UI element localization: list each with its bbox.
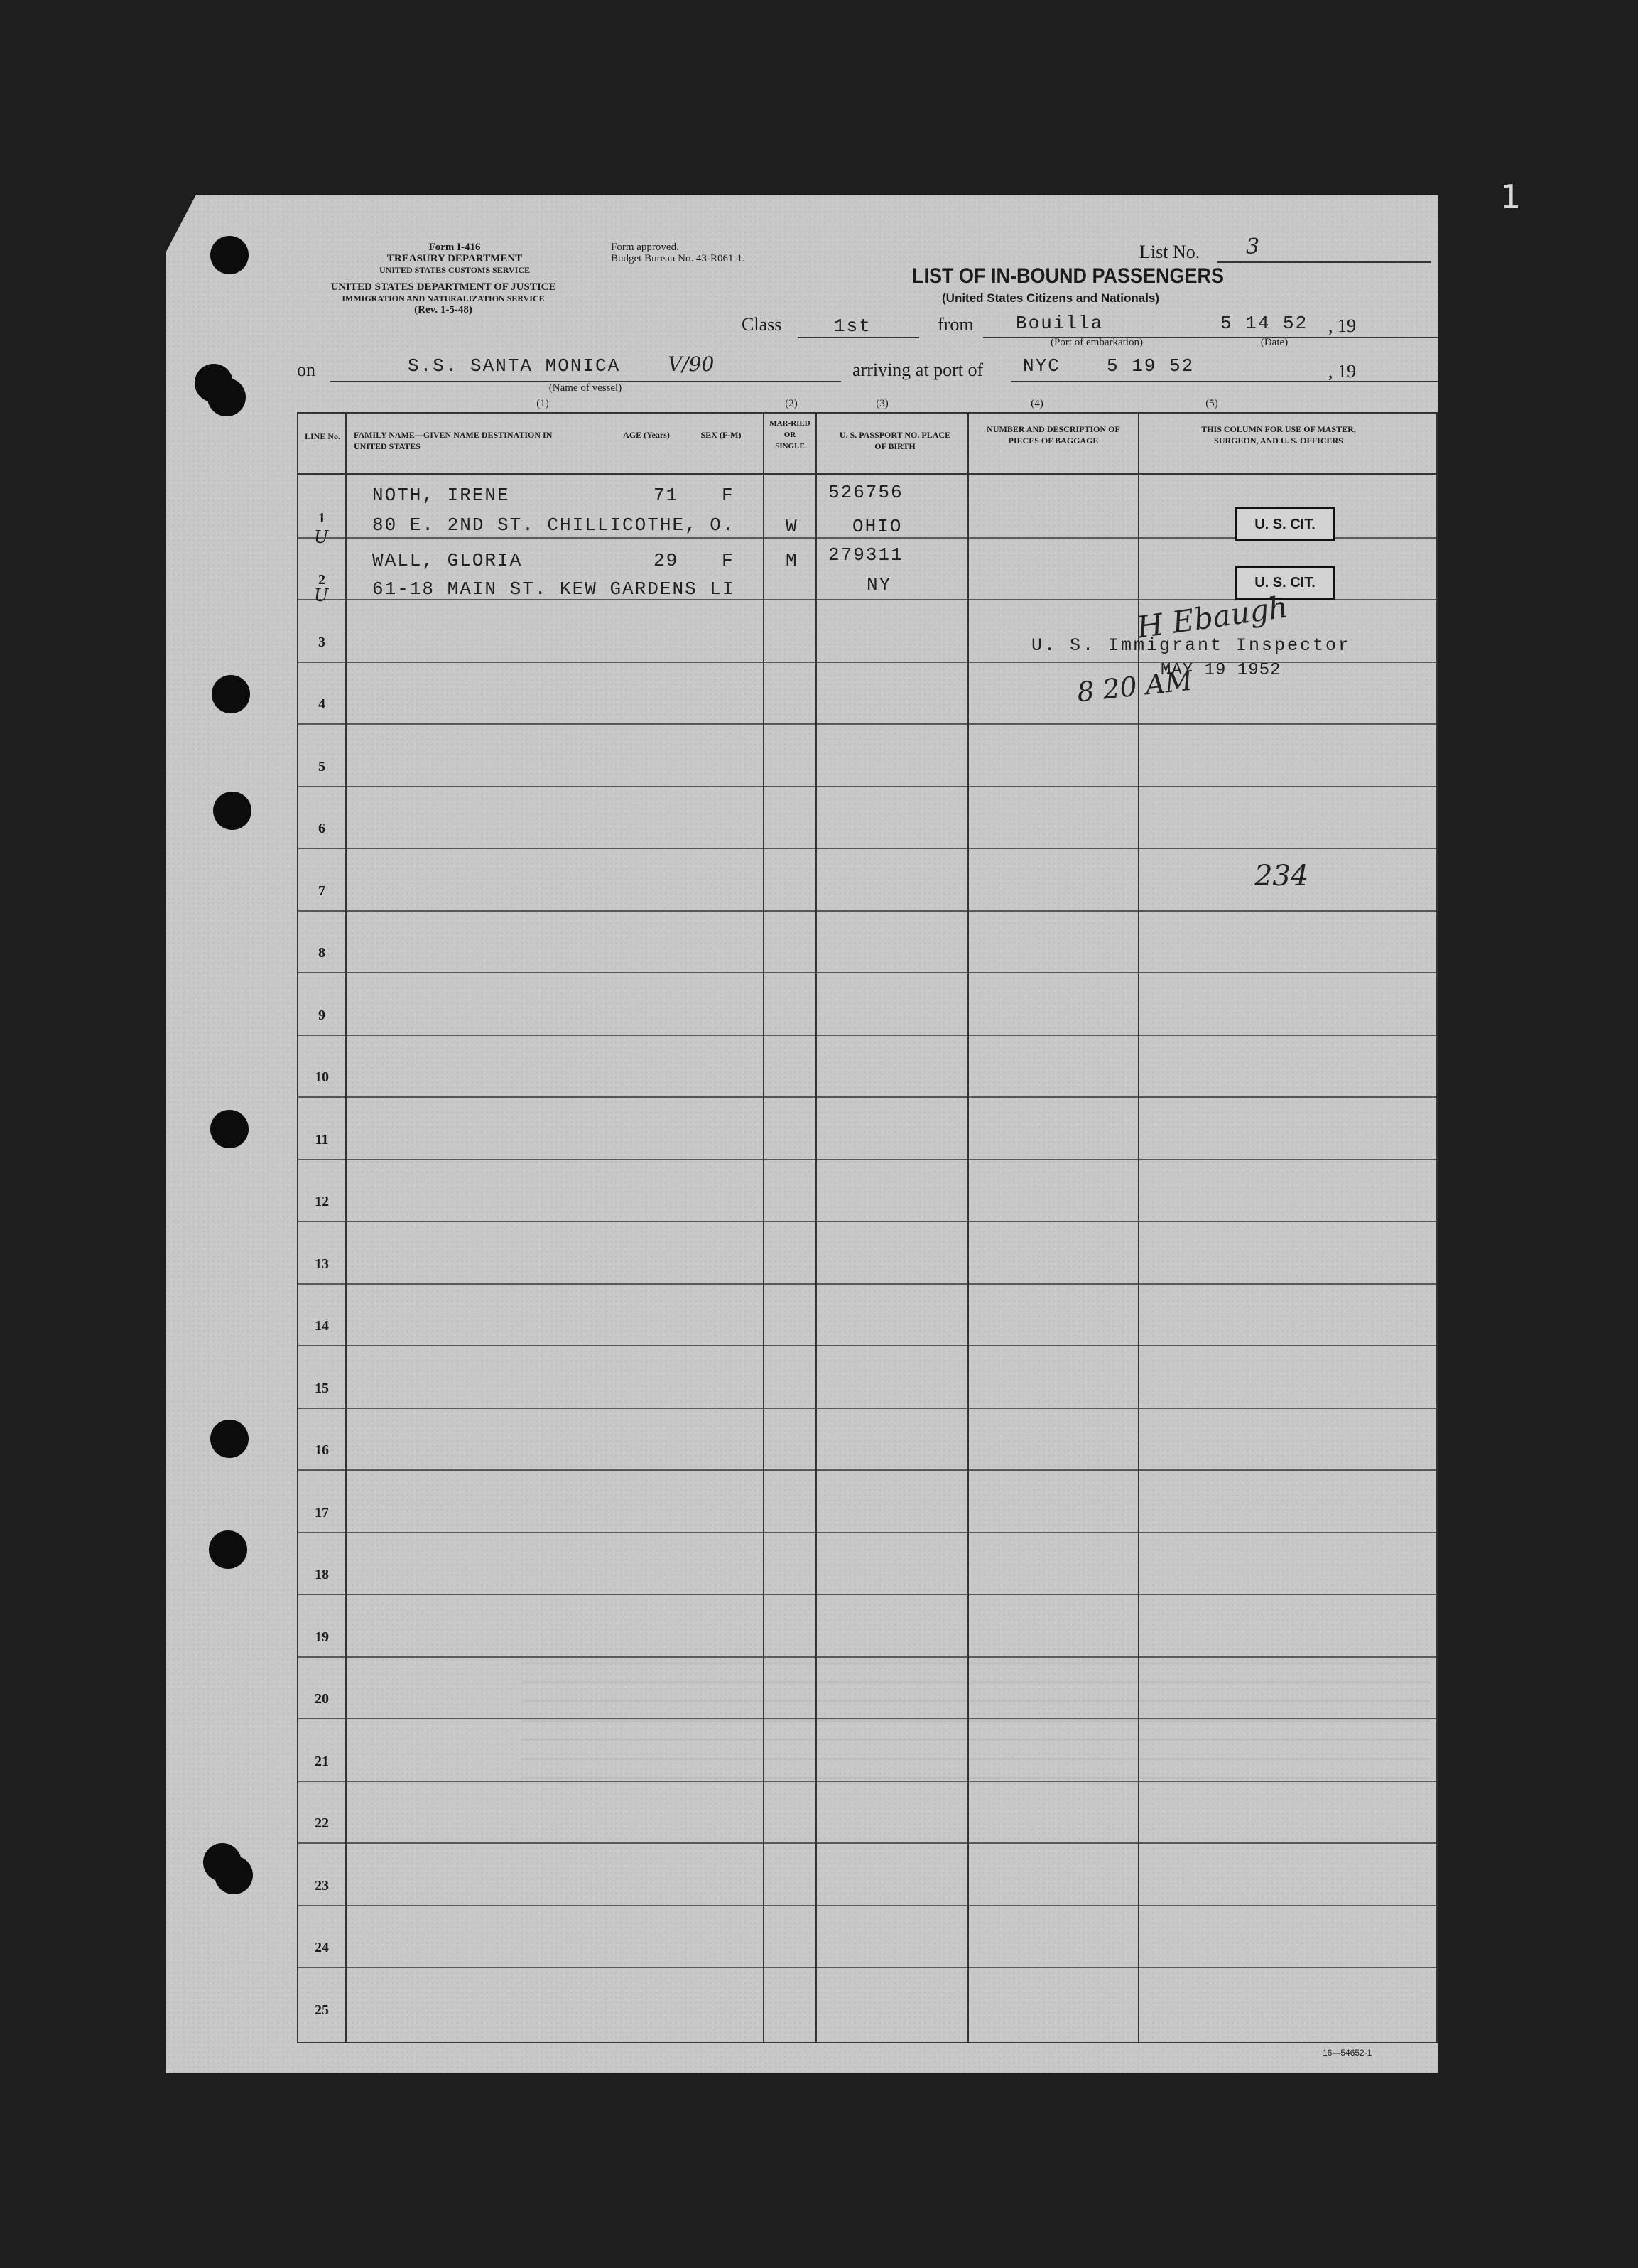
class-label: Class bbox=[742, 314, 782, 335]
form-approved: Form approved. bbox=[611, 242, 679, 253]
column-number: (1) bbox=[536, 398, 549, 409]
list-no-label: List No. bbox=[1139, 242, 1200, 262]
row-divider bbox=[298, 1159, 1438, 1160]
row-divider bbox=[298, 848, 1438, 849]
column-number: (2) bbox=[785, 398, 798, 409]
row-divider bbox=[298, 1842, 1438, 1844]
row-divider bbox=[298, 1283, 1438, 1285]
passenger-marital: M bbox=[786, 550, 798, 571]
punch-hole bbox=[210, 1110, 249, 1148]
dept-justice: UNITED STATES DEPARTMENT OF JUSTICE bbox=[330, 281, 556, 293]
passenger-birthplace: OHIO bbox=[852, 516, 903, 537]
corner-mark: 1 bbox=[1500, 178, 1522, 216]
year-prefix-2: , 19 bbox=[1328, 361, 1356, 382]
punch-hole bbox=[207, 378, 246, 416]
dept-treasury: TREASURY DEPARTMENT bbox=[386, 253, 523, 264]
row-divider bbox=[298, 1469, 1438, 1471]
form-title: LIST OF IN-BOUND PASSENGERS bbox=[912, 264, 1225, 288]
inspector-signature: H Ebaugh bbox=[1134, 589, 1290, 645]
line-number: 19 bbox=[315, 1629, 329, 1645]
line-number: 17 bbox=[315, 1504, 329, 1521]
col-header-name: FAMILY NAME—GIVEN NAME DESTINATION IN UNITED STATES bbox=[354, 430, 553, 451]
class-value: 1st bbox=[834, 315, 872, 337]
passenger-age: 71 bbox=[653, 485, 679, 506]
col-header-married: MAR-RIED OR SINGLE bbox=[769, 419, 810, 450]
line-number: 14 bbox=[315, 1318, 329, 1334]
row-divider bbox=[298, 786, 1438, 787]
line-mark: U bbox=[314, 585, 329, 605]
port-of-embarkation: Bouilla bbox=[1016, 313, 1104, 334]
line-number: 2 bbox=[318, 572, 325, 588]
passenger-sex: F bbox=[722, 550, 734, 571]
on-label: on bbox=[297, 360, 315, 380]
citizenship-stamp: U. S. CIT. bbox=[1235, 566, 1335, 600]
col-header-line: LINE No. bbox=[304, 431, 340, 441]
line-number: 12 bbox=[315, 1194, 329, 1209]
row-divider bbox=[298, 1408, 1438, 1409]
passenger-list-form bbox=[166, 195, 1438, 2073]
punch-hole bbox=[210, 236, 249, 274]
arriving-label: arriving at port of bbox=[852, 360, 984, 380]
arrival-date: 5 19 52 bbox=[1107, 355, 1195, 377]
folded-corner bbox=[166, 195, 196, 252]
row-divider bbox=[298, 1345, 1438, 1346]
line-number: 1 bbox=[318, 509, 325, 526]
line-number: 5 bbox=[318, 758, 325, 774]
passenger-marital: W bbox=[786, 516, 798, 537]
line-number: 23 bbox=[315, 1877, 329, 1894]
port-embarkation-caption: (Port of embarkation) bbox=[1051, 337, 1143, 348]
column-number: (5) bbox=[1205, 398, 1218, 409]
line-number: 18 bbox=[315, 1567, 329, 1582]
passenger-sex: F bbox=[722, 485, 734, 506]
punch-hole bbox=[215, 1856, 253, 1894]
row-divider bbox=[298, 1594, 1438, 1595]
row-divider bbox=[298, 1905, 1438, 1906]
voyage-number: V/90 bbox=[668, 352, 715, 376]
row-divider bbox=[298, 723, 1438, 725]
col-header-age: AGE (Years) bbox=[623, 430, 670, 440]
passenger-passport: 279311 bbox=[828, 544, 904, 566]
date-caption: (Date) bbox=[1260, 337, 1289, 348]
line-number: 21 bbox=[315, 1753, 329, 1769]
punch-hole bbox=[209, 1530, 247, 1569]
row-divider bbox=[298, 1532, 1438, 1533]
row-divider bbox=[298, 1221, 1438, 1222]
line-number: 10 bbox=[315, 1069, 329, 1085]
passenger-table bbox=[297, 412, 1438, 2043]
punch-hole bbox=[212, 675, 250, 713]
column-number: (4) bbox=[1031, 398, 1043, 409]
line-number: 13 bbox=[315, 1256, 329, 1272]
form-revision: (Rev. 1-5-48) bbox=[414, 304, 472, 315]
reverse-side-bleedthrough bbox=[521, 1651, 1431, 1779]
row-divider bbox=[298, 1967, 1438, 1968]
inspection-date-stamp: MAY 19 1952 bbox=[1161, 661, 1281, 680]
line-mark: U bbox=[314, 527, 329, 547]
line-number: 15 bbox=[315, 1380, 329, 1396]
inspection-time: 8 20 AM bbox=[1075, 664, 1194, 708]
line-number: 8 bbox=[318, 945, 325, 961]
year-prefix: , 19 bbox=[1328, 315, 1356, 336]
line-number: 3 bbox=[318, 634, 325, 650]
col-header-sex: SEX (F-M) bbox=[700, 430, 742, 440]
passenger-birthplace: NY bbox=[867, 574, 892, 595]
line-number: 4 bbox=[318, 696, 325, 712]
line-number: 22 bbox=[315, 1815, 329, 1831]
row-divider bbox=[298, 1035, 1438, 1036]
passenger-age: 29 bbox=[653, 550, 679, 571]
column-number: (3) bbox=[876, 398, 889, 409]
line-number: 24 bbox=[315, 1940, 329, 1955]
passenger-name: WALL, GLORIA bbox=[372, 550, 523, 571]
ins-service: IMMIGRATION AND NATURALIZATION SERVICE bbox=[342, 293, 545, 303]
line-number: 7 bbox=[318, 882, 325, 899]
col-header-officers: THIS COLUMN FOR USE OF MASTER, SURGEON, AND U. S. OFFICERS bbox=[1201, 424, 1356, 446]
passenger-name: NOTH, IRENE bbox=[372, 485, 510, 506]
line-number: 9 bbox=[318, 1007, 325, 1023]
line-number: 6 bbox=[318, 821, 325, 836]
col-header-passport: U. S. PASSPORT NO. PLACE OF BIRTH bbox=[839, 430, 951, 451]
line-number: 16 bbox=[315, 1442, 329, 1458]
row-divider bbox=[298, 972, 1438, 973]
arrival-port: NYC bbox=[1023, 355, 1061, 377]
inspector-title: U. S. Immigrant Inspector bbox=[1031, 635, 1352, 656]
row-divider bbox=[298, 910, 1438, 912]
vessel-caption: (Name of vessel) bbox=[548, 382, 622, 394]
handwritten-count: 234 bbox=[1254, 860, 1309, 892]
form-number: Form I-416 bbox=[428, 242, 481, 253]
embarkation-date: 5 14 52 bbox=[1220, 313, 1308, 334]
form-subtitle: (United States Citizens and Nationals) bbox=[942, 291, 1160, 305]
budget-bureau: Budget Bureau No. 43-R061-1. bbox=[611, 253, 745, 264]
col-header-baggage: NUMBER AND DESCRIPTION OF PIECES OF BAGGAGE bbox=[987, 424, 1120, 446]
punch-hole bbox=[213, 792, 251, 830]
customs-service: UNITED STATES CUSTOMS SERVICE bbox=[379, 265, 530, 275]
line-number: 11 bbox=[315, 1131, 329, 1148]
list-no-value: 3 bbox=[1246, 234, 1260, 259]
passenger-address: 80 E. 2ND ST. CHILLICOTHE, O. bbox=[372, 514, 735, 536]
passenger-address: 61-18 MAIN ST. KEW GARDENS LI bbox=[372, 578, 735, 600]
form-print-code: 16—54652-1 bbox=[1323, 2048, 1372, 2058]
vessel-name: S.S. SANTA MONICA bbox=[408, 355, 621, 377]
line-number: 25 bbox=[315, 2002, 329, 2018]
row-divider bbox=[298, 1096, 1438, 1098]
row-divider bbox=[298, 1781, 1438, 1782]
line-number: 20 bbox=[315, 1691, 329, 1707]
punch-hole bbox=[210, 1420, 249, 1458]
passenger-passport: 526756 bbox=[828, 482, 904, 503]
from-label: from bbox=[938, 314, 974, 335]
citizenship-stamp: U. S. CIT. bbox=[1235, 507, 1335, 541]
